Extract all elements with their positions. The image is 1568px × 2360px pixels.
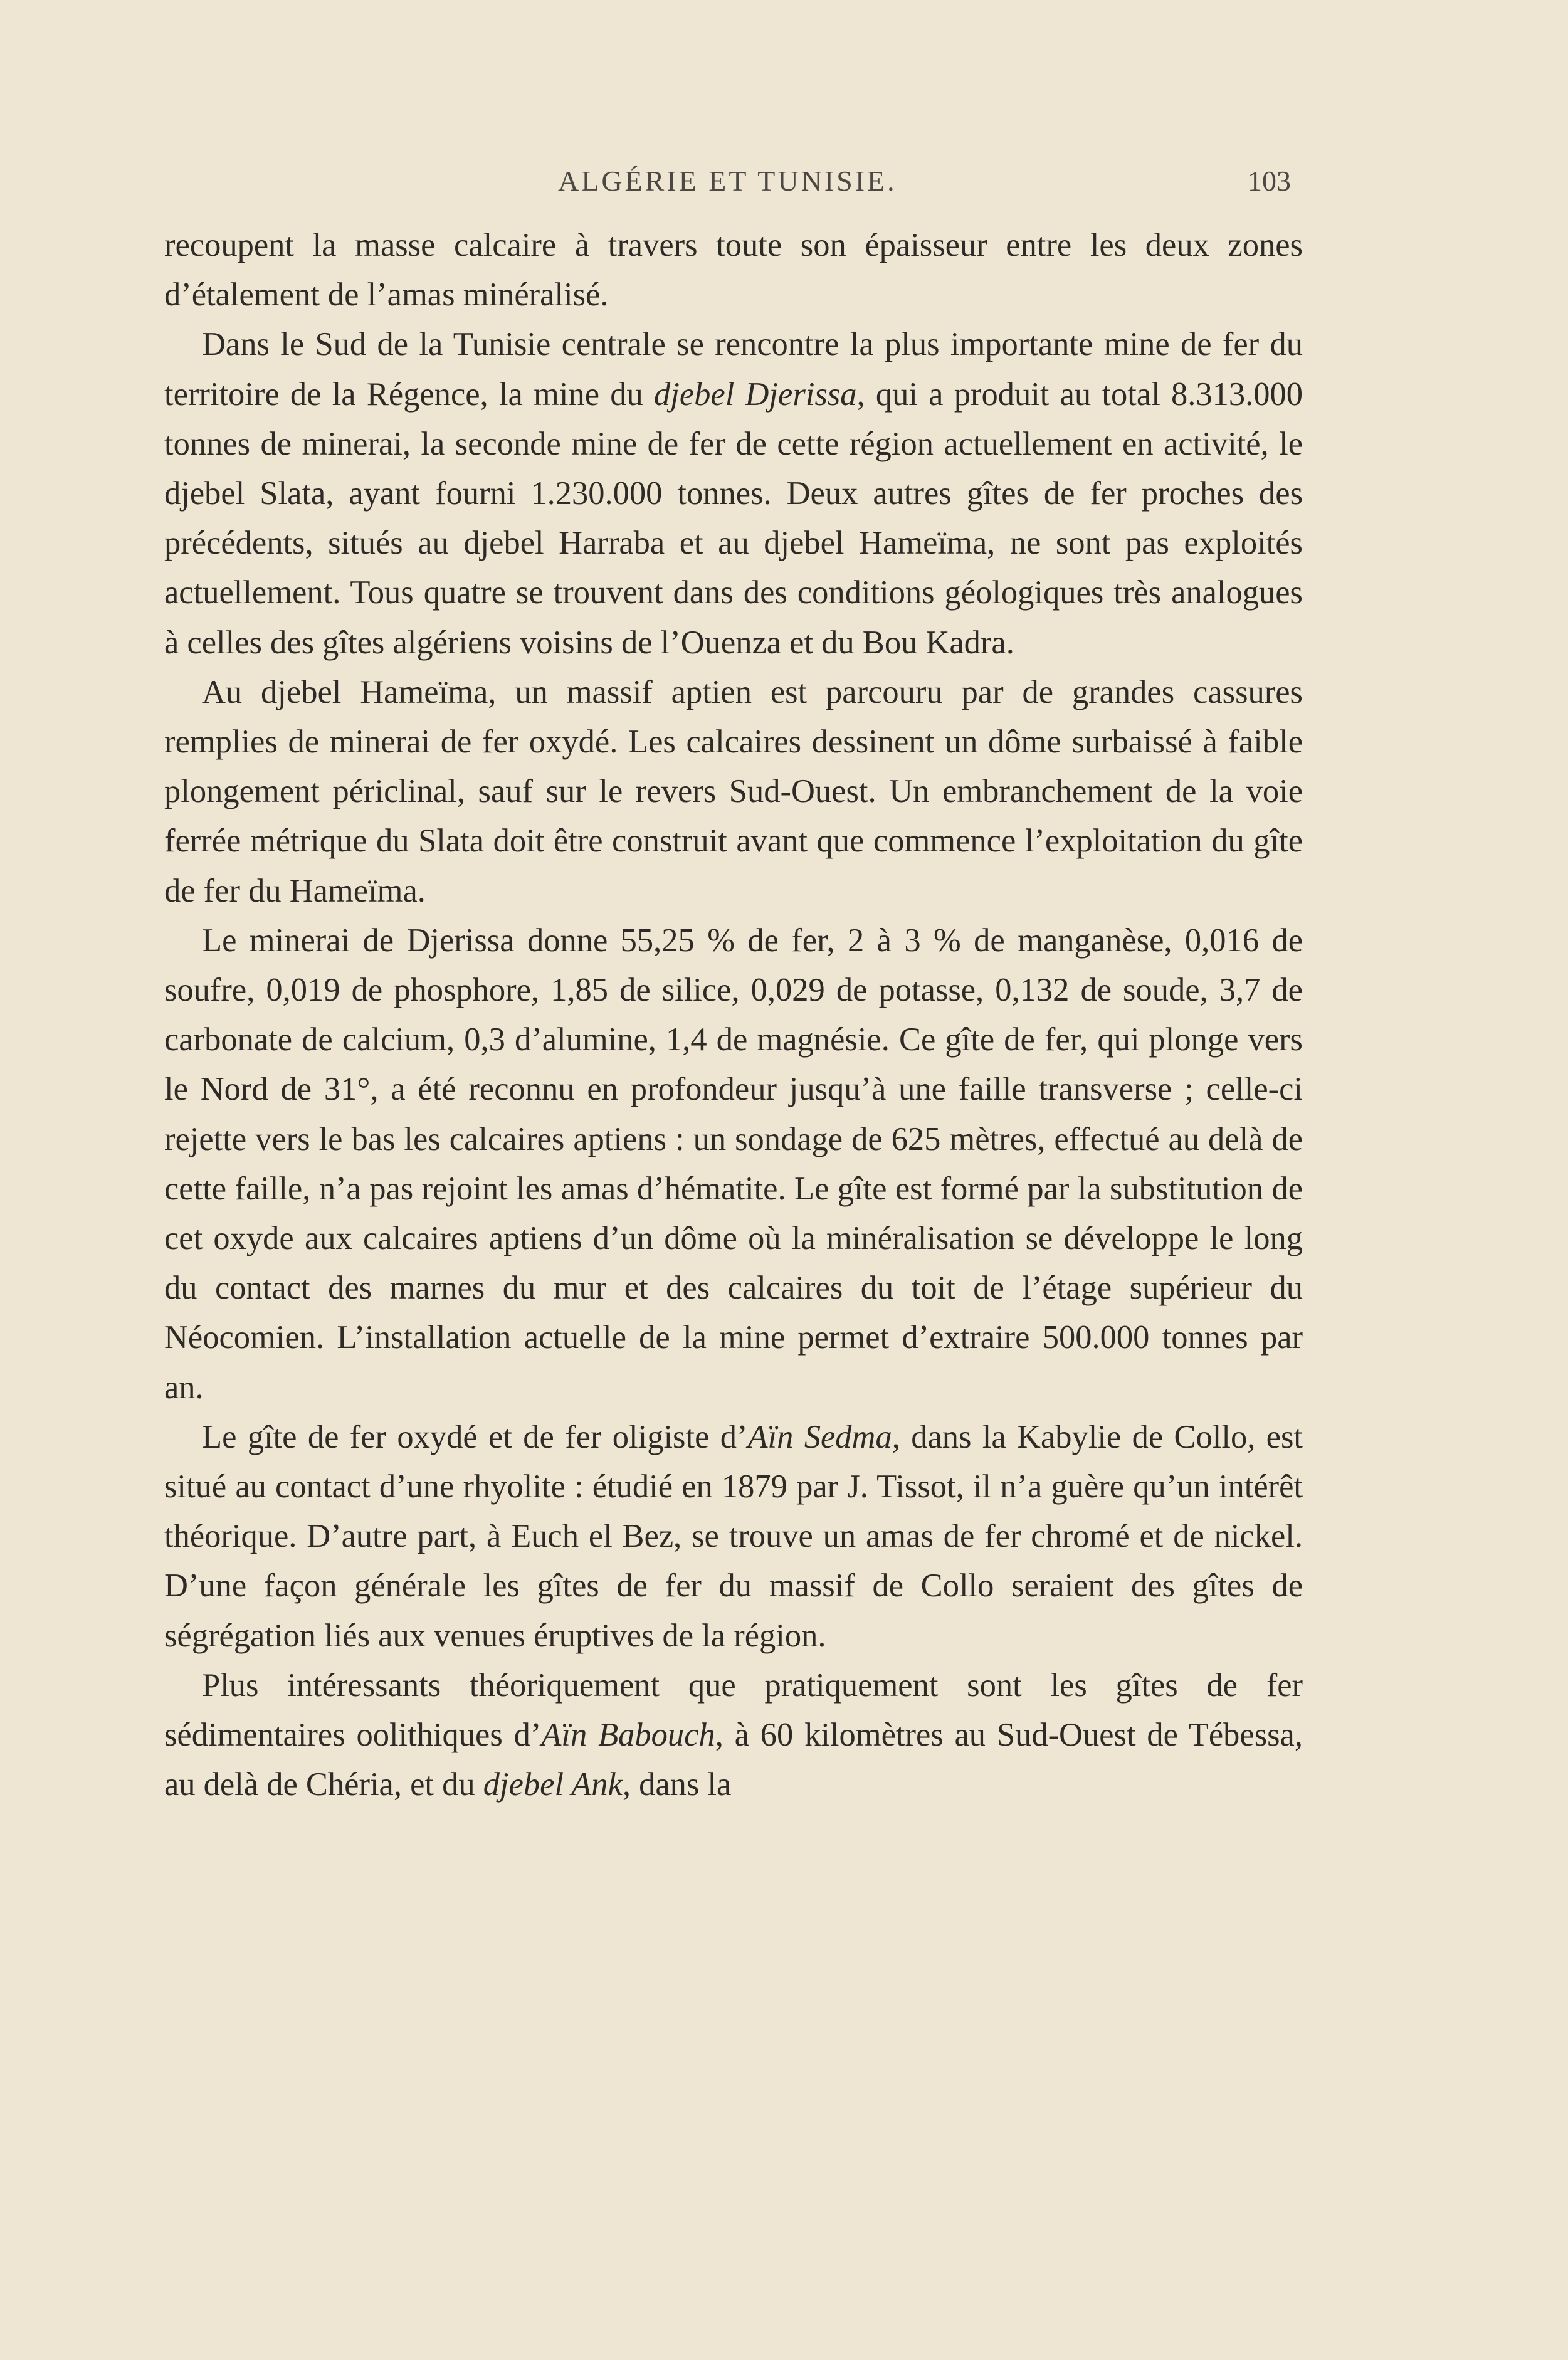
paragraph-text: Le gîte de fer oxydé et de fer oligiste d’ [202,1418,748,1455]
paragraph-oolithiques [164,1661,1303,1810]
paragraph-continuation [164,221,1303,320]
paragraph-text: recoupent la masse calcaire à travers toute son épaisseur entre les deux zones d’étalement de l’amas minéralisé. [164,227,1303,313]
paragraph-text: , dans la Kabylie de Collo, est situé au contact d’une rhyolite : étudié en 1879 par J. Tissot, il n’a guère qu’un intérêt théorique. D’autre part, à Euch el Bez, se trouve un amas de fer chromé et de nickel. D’une façon générale les gîtes de fer du massif de Collo seraient des gîtes de ségrégation liés aux venues éruptives de la région. [164,1418,1303,1654]
running-head [0,164,1568,202]
body-text [164,221,1303,1810]
paragraph-hameima [164,668,1303,916]
paragraph-text: , qui a produit au total 8.313.000 tonnes de minerai, la seconde mine de fer de cette région actuellement en activité, le djebel Slata, ayant fourni 1.230.000 tonnes. Deux autres gîtes de fer proches des précédents, situés au djebel Harraba et au djebel Hameïma, ne sont pas exploités actuellement. Tous quatre se trouvent dans des conditions géologiques très analogues à celles des gîtes algériens voisins de l’Ouenza et du Bou Kadra. [164,376,1303,661]
page-number: 103 [1248,165,1291,197]
running-title: ALGÉRIE ET TUNISIE. [558,165,897,197]
paragraph-text: Plus intéressants théoriquement que pratiquement sont les gîtes de fer sédimentaires oolithiques d’ [164,1667,1303,1754]
paragraph-text: Dans le Sud de la Tunisie centrale se rencontre la plus importante mine de fer du territoire de la Régence, la mine du [164,326,1303,413]
paragraph-text: Le minerai de Djerissa donne 55,25 % de fer, 2 à 3 % de manganèse, 0,016 de soufre, 0,019 de phosphore, 1,85 de silice, 0,029 de potasse, 0,132 de soude, 3,7 de carbonate de calcium, 0,3 d’alumine, 1,4 de magnésie. Ce gîte de fer, qui plonge vers le Nord de 31°, a été reconnu en profondeur jusqu’à une faille transverse ; celle-ci rejette vers le bas les calcaires aptiens : un sondage de 625 mètres, effectué au delà de cette faille, n’a pas rejoint les amas d’hématite. Le gîte est formé par la substitution de cet oxyde aux calcaires aptiens d’un dôme où la minéralisation se développe le long du contact des marnes du mur et des calcaires du toit de l’étage supérieur du Néocomien. L’installation actuelle de la mine permet d’extraire 500.000 tonnes par an. [164,922,1303,1406]
paragraph-djerissa [164,320,1303,667]
paragraph-text: , dans la [622,1766,732,1803]
paragraph-ain-sedma [164,1413,1303,1661]
place-name-italic: djebel Djerissa [654,376,857,413]
place-name-italic: djebel Ank [483,1766,623,1803]
place-name-italic: Aïn Sedma [747,1418,892,1455]
paragraph-minerai-composition [164,916,1303,1413]
place-name-italic: Aïn Babouch [541,1717,715,1754]
paragraph-text: , à 60 kilomètres au Sud-Ouest de Tébessa, au delà de Chéria, et du [164,1717,1303,1803]
paragraph-text: Au djebel Hameïma, un massif aptien est parcouru par de grandes cassures remplies de minerai de fer oxydé. Les calcaires dessinent un dôme surbaissé à faible plongement périclinal, sauf sur le revers Sud-Ouest. Un embranchement de la voie ferrée métrique du Slata doit être construit avant que commence l’exploitation du gîte de fer du Hameïma. [164,673,1303,909]
